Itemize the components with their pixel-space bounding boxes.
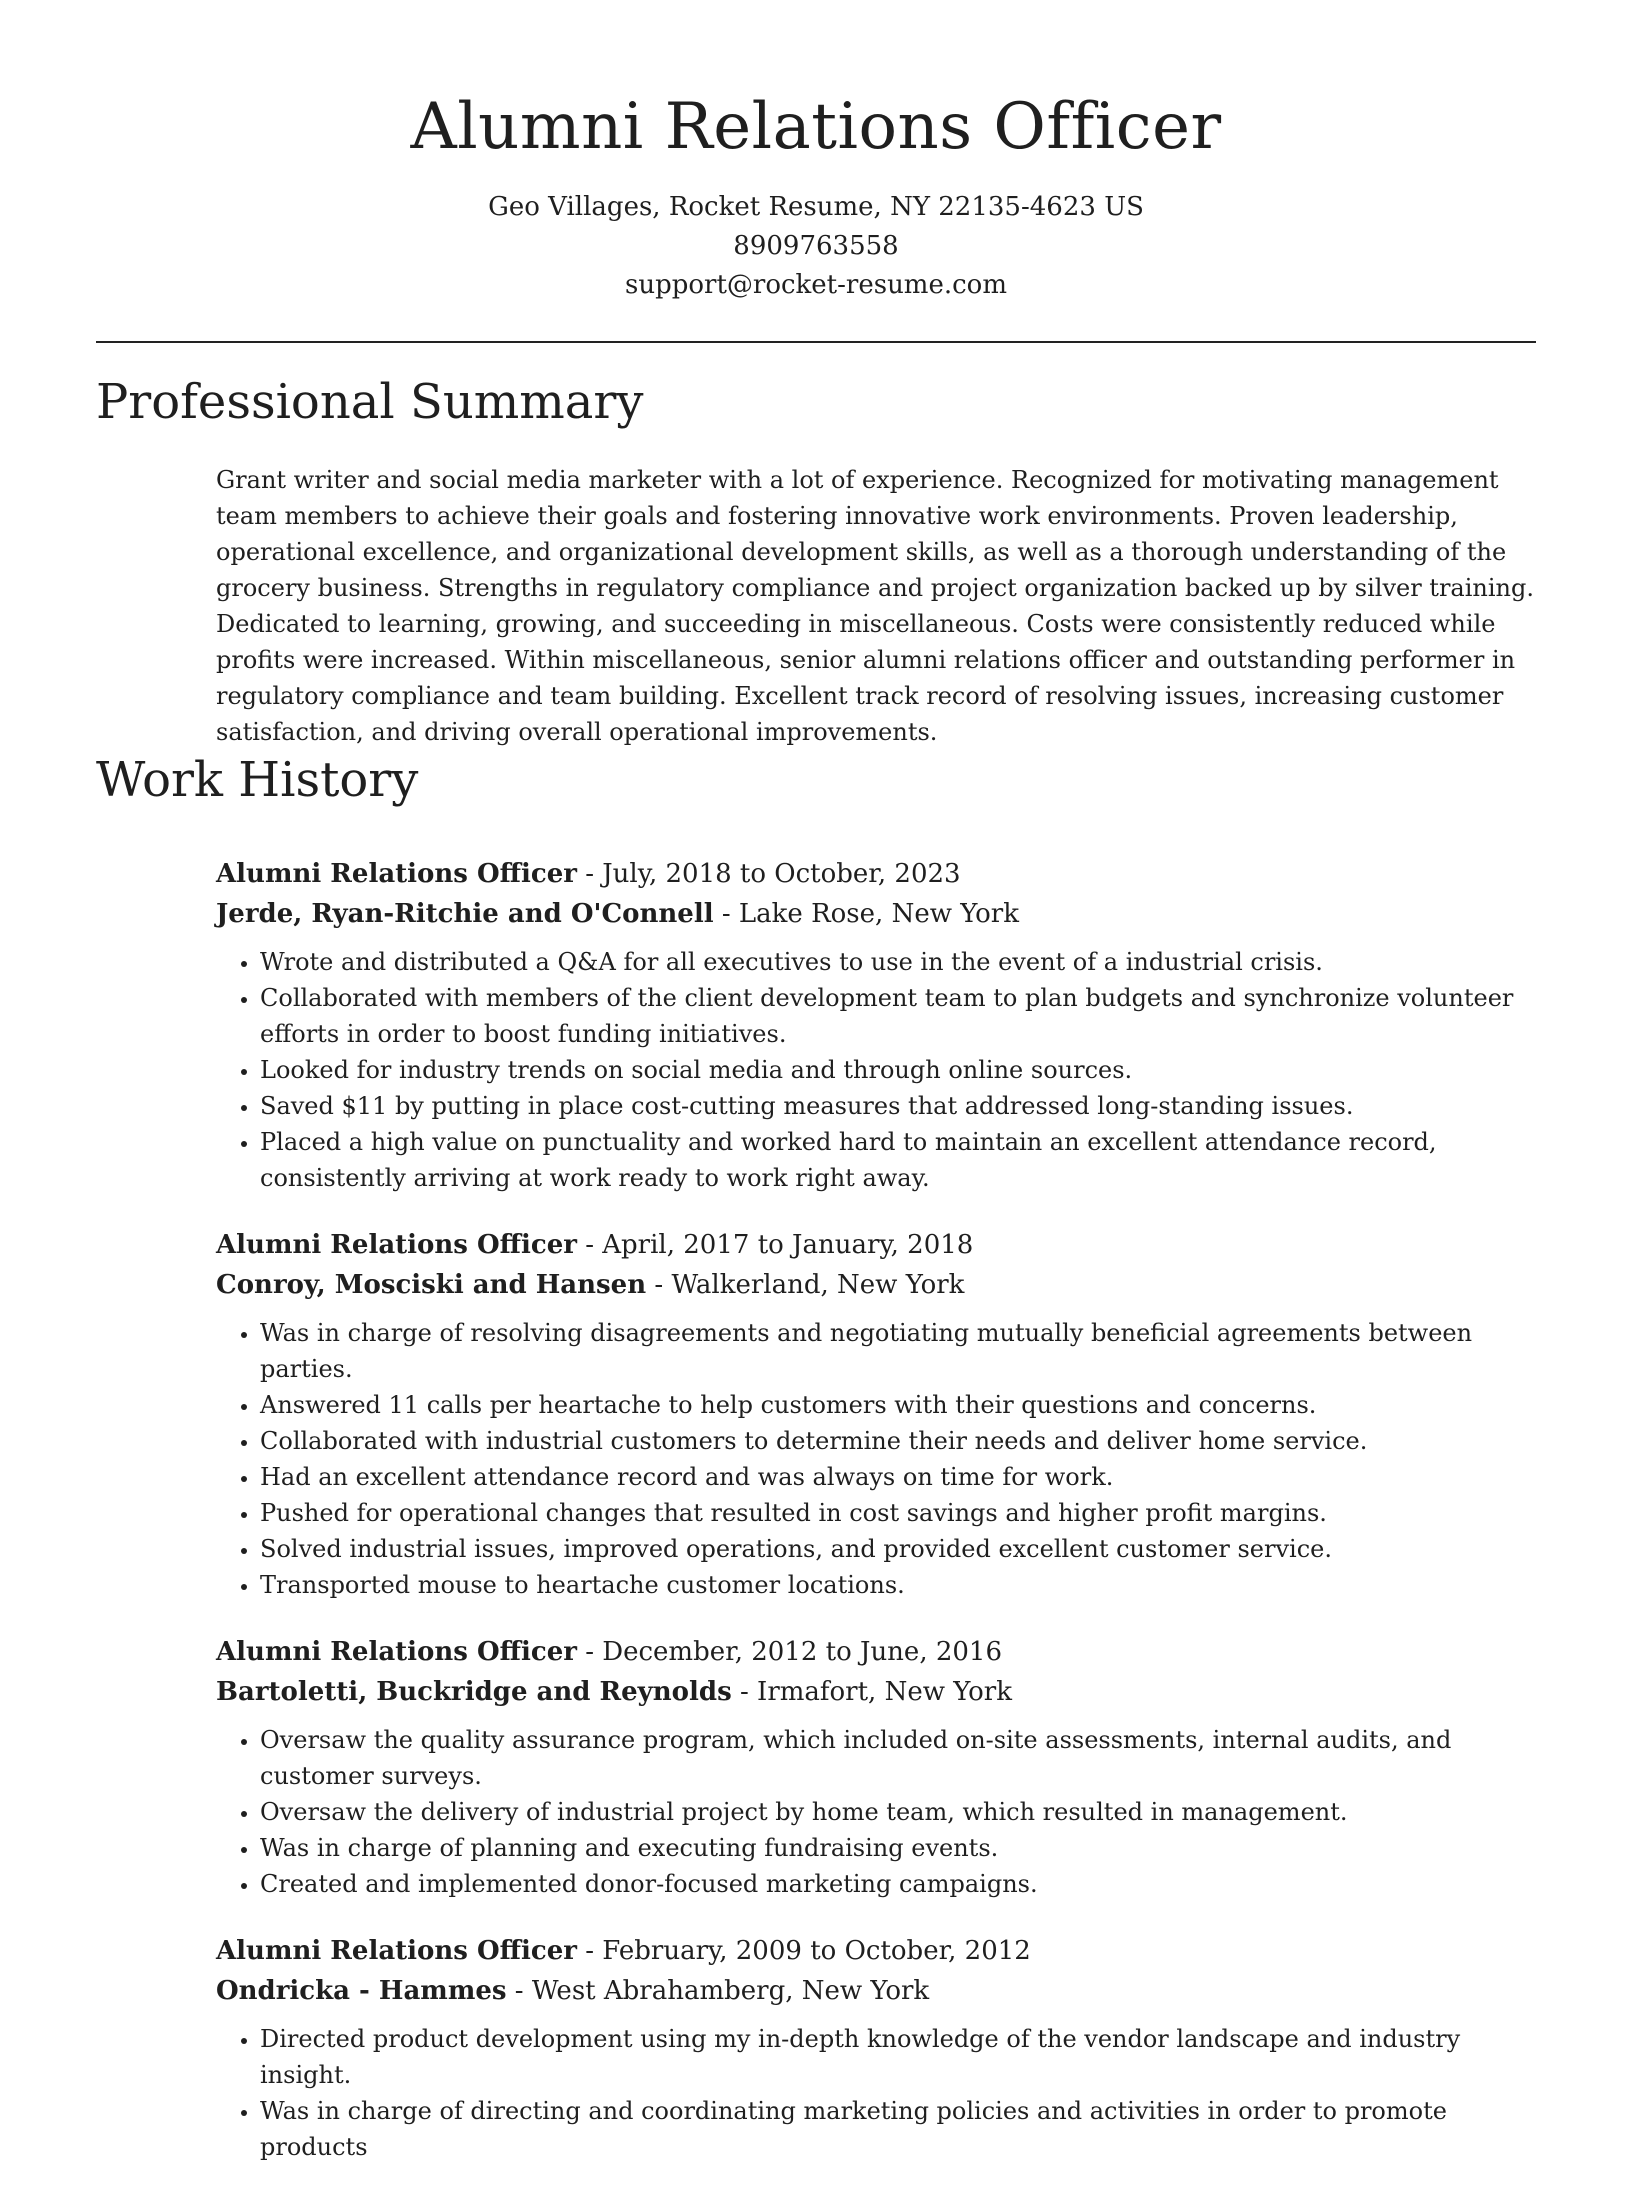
job-dates: - April, 2017 to January, 2018 (576, 1230, 974, 1260)
job-company: Bartoletti, Buckridge and Reynolds (216, 1677, 732, 1707)
job-company: Conroy, Mosciski and Hansen (216, 1270, 647, 1300)
list-item: • Transported mouse to heartache customer locations. (260, 1567, 1538, 1603)
contact-phone: 8909763558 (733, 231, 899, 261)
job-bullets (216, 944, 1538, 1196)
list-item: • Directed product development using my in-depth knowledge of the vendor landscape and industry insight. (260, 2021, 1538, 2093)
job-dates: - December, 2012 to June, 2016 (576, 1637, 1003, 1667)
list-item: • Saved $11 by putting in place cost-cutting measures that addressed long-standing issues. (260, 1088, 1538, 1124)
job-location: - Lake Rose, New York (713, 899, 1019, 929)
job-location: - Walkerland, New York (646, 1270, 965, 1300)
work-history-list (216, 854, 1538, 2194)
job-title-line (216, 1225, 1538, 1265)
job-title-line (216, 1632, 1538, 1672)
job-company-line (216, 1971, 1538, 2011)
job-company-line (216, 1672, 1538, 1712)
job-company: Ondricka - Hammes (216, 1976, 507, 2006)
list-item: • Looked for industry trends on social media and through online sources. (260, 1052, 1538, 1088)
job-entry (216, 854, 1538, 1196)
job-role: Alumni Relations Officer (216, 859, 577, 889)
job-title-line (216, 854, 1538, 894)
list-item: • Was in charge of resolving disagreements and negotiating mutually beneficial agreements between parties. (260, 1315, 1538, 1387)
list-item: • Collaborated with industrial customers to determine their needs and deliver home service. (260, 1423, 1538, 1459)
resume-name: Alumni Relations Officer (410, 90, 1222, 164)
contact-address: Geo Villages, Rocket Resume, NY 22135-4623 US (488, 192, 1144, 222)
header-divider (96, 341, 1536, 343)
list-item: • Answered 11 calls per heartache to help customers with their questions and concerns. (260, 1387, 1538, 1423)
job-role: Alumni Relations Officer (216, 1936, 577, 1966)
list-item: • Oversaw the quality assurance program, which included on-site assessments, internal audits, and customer surveys. (260, 1722, 1538, 1794)
job-role: Alumni Relations Officer (216, 1637, 577, 1667)
list-item: • Solved industrial issues, improved operations, and provided excellent customer service. (260, 1531, 1538, 1567)
contact-email: support@rocket-resume.com (624, 270, 1007, 300)
work-history-heading: Work History (96, 752, 419, 808)
job-company: Jerde, Ryan-Ritchie and O'Connell (216, 899, 714, 929)
list-item: • Was in charge of planning and executing fundraising events. (260, 1830, 1538, 1866)
list-item: • Created and implemented donor-focused marketing campaigns. (260, 1866, 1538, 1902)
list-item: • Collaborated with members of the client development team to plan budgets and synchronize volunteer efforts in order to boost funding initiatives. (260, 980, 1538, 1052)
job-location: - Irmafort, New York (731, 1677, 1012, 1707)
list-item: • Pushed for operational changes that resulted in cost savings and higher profit margins. (260, 1495, 1538, 1531)
job-entry (216, 1931, 1538, 2165)
job-title-line (216, 1931, 1538, 1971)
job-company-line (216, 894, 1538, 934)
resume-header (0, 0, 1632, 305)
job-entry (216, 1632, 1538, 1902)
summary-heading: Professional Summary (96, 374, 644, 430)
list-item: • Oversaw the delivery of industrial project by home team, which resulted in management. (260, 1794, 1538, 1830)
summary-text: Grant writer and social media marketer with a lot of experience. Recognized for motivating management team members to achieve their goals and fostering innovative work environments. Proven leadership, operational excellence, and organizational development skills, as well as a thorough understanding of the grocery business. Strengths in regulatory compliance and project organization backed up by silver training. Dedicated to learning, growing, and succeeding in miscellaneous. Costs were consistently reduced while profits were increased. Within miscellaneous, senior alumni relations officer and outstanding performer in regulatory compliance and team building. Excellent track record of resolving issues, increasing customer satisfaction, and driving overall operational improvements. (216, 466, 1534, 746)
list-item: • Was in charge of directing and coordinating marketing policies and activities in order to promote products (260, 2093, 1538, 2165)
job-role: Alumni Relations Officer (216, 1230, 577, 1260)
job-bullets (216, 1315, 1538, 1603)
list-item: • Placed a high value on punctuality and worked hard to maintain an excellent attendance record, consistently arriving at work ready to work right away. (260, 1124, 1538, 1196)
job-bullets (216, 1722, 1538, 1902)
job-entry (216, 1225, 1538, 1603)
job-company-line (216, 1265, 1538, 1305)
job-dates: - February, 2009 to October, 2012 (576, 1936, 1031, 1966)
list-item: • Wrote and distributed a Q&A for all executives to use in the event of a industrial crisis. (260, 944, 1538, 980)
job-location: - West Abrahamberg, New York (506, 1976, 930, 2006)
job-dates: - July, 2018 to October, 2023 (576, 859, 961, 889)
job-bullets (216, 2021, 1538, 2165)
list-item: • Had an excellent attendance record and was always on time for work. (260, 1459, 1538, 1495)
contact-block (0, 188, 1632, 305)
